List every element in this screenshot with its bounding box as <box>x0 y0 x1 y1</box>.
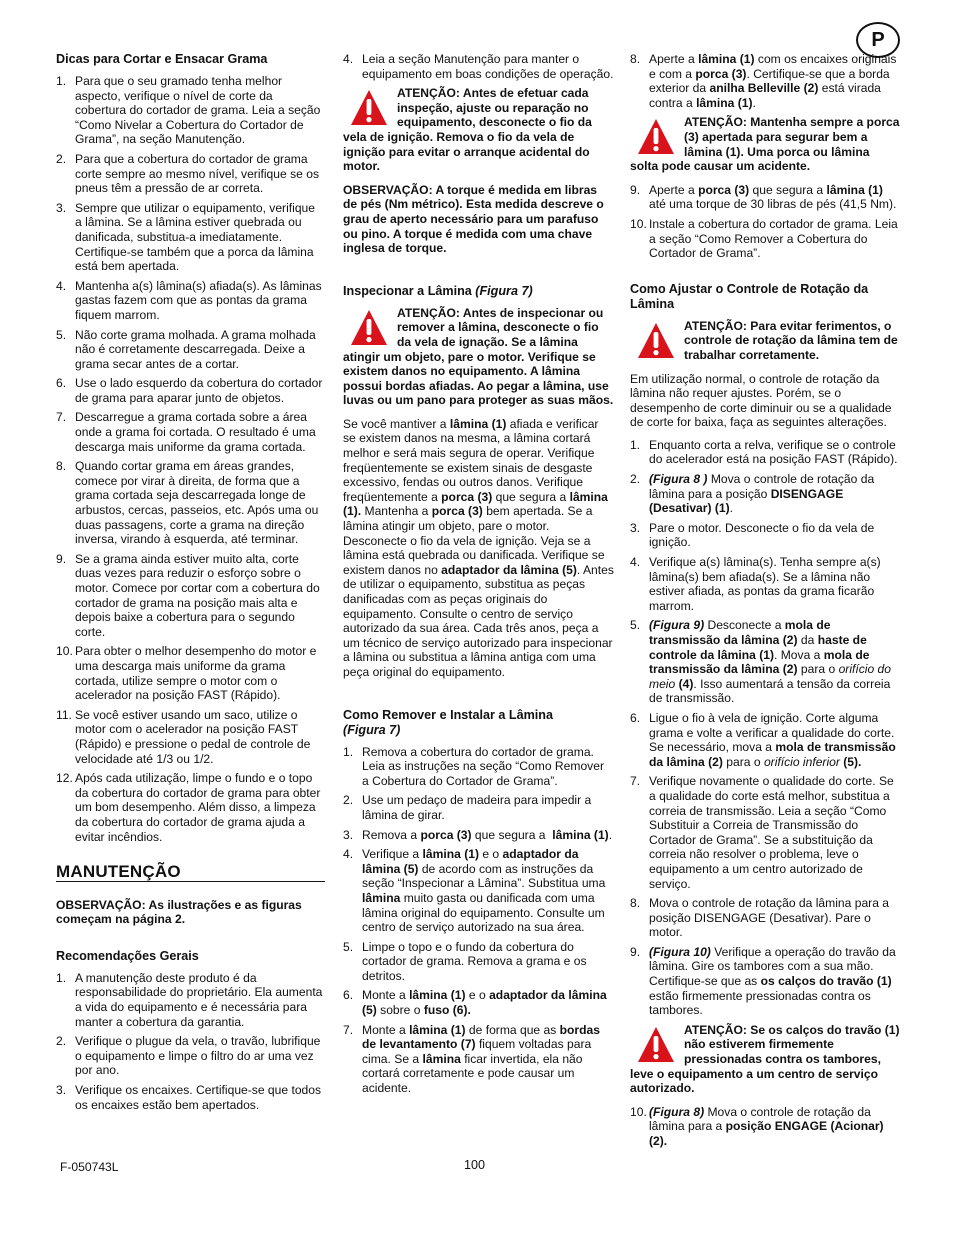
list-item: 8. Aperte a lâmina (1) com os encaixes originais e com a porca (3). Certifique-se que a borda exterior da anilha Belleville (2) está virada contra a lâmina (1). <box>630 52 897 110</box>
list-item: 7. Monte a lâmina (1) de forma que as bordas de levantamento (7) fiquem voltadas para cima. Se a lâmina ficar invertida, ela não cortará corretamente e pode causar um acidente. <box>343 1022 600 1096</box>
list-item: 3. Verifique os encaixes. Certifique-se que todos os encaixes estão bem apertados. <box>56 1083 322 1112</box>
column-3 <box>630 52 900 1154</box>
list-item: 1. Para que o seu gramado tenha melhor aspecto, verifique o nível de corte da cobertura do cortador de grama. Leia a seção “Como Nivelar a Cobertura do Cortador de Grama”, na seção Manutenção. <box>56 74 321 147</box>
list-item: 2. Verifique o plugue da vela, o travão, lubrifique o equipamento e limpe o filtro do ar uma vez por ano. <box>56 1034 321 1078</box>
list-item: 8. Quando cortar grama em áreas grandes, comece por virar à direita, de forma que a grama cortada seja descarregada longe de arbustos, cercas, passeios, etc. Após uma ou duas passagens, corte a grama na direção inversa, virando à esquerda, até terminar. <box>56 459 319 547</box>
warning-block: ATENÇÃO: Antes de efetuar cada inspeção, ajuste ou reparação no equipamento, desconecte o fio da vela de ignição. Remova o fio da vela de ignição para evitar o arranque acidental do motor. <box>343 86 592 174</box>
warning-block: ATENÇÃO: Para evitar ferimentos, o controle de rotação da lâmina tem de trabalhar corretamente. <box>630 319 900 363</box>
maintenance-note: OBSERVAÇÃO: As ilustrações e as figuras começam na página 2. <box>56 897 302 927</box>
warning-block: ATENÇÃO: Mantenha sempre a porca (3) apertada para segurar bem a lâmina (1). Uma porca ou lâmina solta pode causar um acidente. <box>630 115 900 174</box>
list-item: 4. Leia a seção Manutenção para manter o equipamento em boas condições de operação. <box>343 52 614 81</box>
list-item: 3. Pare o motor. Desconecte o fio da vela de ignição. <box>630 520 875 550</box>
list-item: 6. Use o lado esquerdo da cobertura do cortador de grama para aparar junto de objetos. <box>56 376 323 405</box>
warning-block: ATENÇÃO: Antes de inspecionar ou remover a lâmina, desconecte o fio da vela de ignação. Se a lâmina atingir um objeto, pare o motor. Verifique se existem danos no equipamento. A lâmina possui bordas afiadas. Ao pegar a lâmina, use luvas ou um pano para proteger as suas mãos. <box>343 305 614 408</box>
heading-maintenance: MANUTENÇÃO <box>56 865 325 882</box>
list-item: 11. Se você estiver usando um saco, utilize o motor com o acelerador na posição FAST (Rápido) e pressione o pedal de controle de velocidade até 1/3 ou 1/2. <box>56 707 311 766</box>
heading-adjust-blade-control: Como Ajustar o Controle de Rotação da Lâmina <box>630 281 869 311</box>
warning-icon <box>636 1025 676 1065</box>
adjust-intro: Em utilização normal, o controle de rotação da lâmina não requer ajustes. Porém, se o desempenho de corte diminuir ou se a qualidade de corte for baixa, faça as seguintes alterações. <box>630 371 892 430</box>
tips-list <box>56 74 325 844</box>
list-item: 4. Verifique a(s) lâmina(s). Tenha sempre a(s) lâmina(s) bem afiada(s). Se a lâmina não estiver afiada, as pontas da grama ficarão marrom. <box>630 555 881 613</box>
warning-icon <box>349 88 389 128</box>
list-item: 9. (Figura 10) Verifique a operação do travão da lâmina. Gire os tambores com a sua mão. Certifique-se que as os calços do travão (1) estão firmemente pressionadas contra os tambores. <box>630 944 896 1018</box>
general-list <box>56 971 325 1112</box>
list-item: 8. Mova o controle de rotação da lâmina para a posição DISENGAGE (Desativar). Pare o motor. <box>630 896 890 940</box>
list-item: 5. Limpe o topo e o fundo da cobertura do cortador de grama. Remova a grama e os detritos. <box>343 939 587 983</box>
list-item: 9. Aperte a porca (3) que segura a lâmina (1) até uma torque de 30 libras de pés (41,5 Nm). <box>630 182 897 212</box>
list-item: 9. Se a grama ainda estiver muito alta, corte duas vezes para reduzir o esforço sobre o motor. Comece por cortar com a cobertura do cortador de grama na posição mais alta e depois baixe a cobertura para o segundo corte. <box>56 551 320 639</box>
warning-block: ATENÇÃO: Se os calços do travão (1) não estiverem firmemente pressionadas contra os tambores, leve o equipamento a um centro de serviço autorizado. <box>630 1022 900 1096</box>
column-2 <box>343 52 614 1101</box>
inspect-paragraph: Se você mantiver a lâmina (1) afiada e verificar se existem danos na mesma, a lâmina cortará melhor e será mais segura de operar. Verifique freqüentemente se existem sinais de desgaste excessivo, fendas ou outros danos. Verifique freqüentemente a porca (3) que segura a lâmina (1). Mantenha a porca (3) bem apertada. Se a lâmina atingir um objeto, pare o motor. Desconecte o fio da vela de ignição. Veja se a lâmina está quebrada ou danificada. Verifique se existem danos no adaptador da lâmina (5). Antes de utilizar o equipamento, substitua as peças danificadas com as peças originais do equipamento. Consulte o centro de serviço autorizado da sua área. Cada três anos, peça a um técnico de serviço autorizado para inspecionar a lâmina ou substitua a lâmina antiga com uma peça original do equipamento. <box>343 416 614 679</box>
list-item: 6. Ligue o fio à vela de ignição. Corte alguma grama e volte a verificar a qualidade do corte. Se necessário, mova a mola de transmissão da lâmina (2) para o orifício inferior (5). <box>630 710 896 769</box>
list-item: 1. A manutenção deste produto é da responsabilidade do proprietário. Ela aumenta a vida do equipamento e é necessária para manter a cobertura da garantia. <box>56 970 323 1029</box>
heading-general-recommendations: Recomendações Gerais <box>56 948 199 963</box>
list-item: 7. Verifique novamente o qualidade do corte. Se a qualidade do corte está melhor, substitua a correia de transmissão. Leia a seção “Como Substituir a Correia de Transmissão do Cortador de Grama”. Se a substituição da correia não resolver o problema, leve o equipamento a um centro autorizado de serviço. <box>630 774 894 891</box>
torque-note: OBSERVAÇÃO: A torque é medida em libras de pés (Nm métrico). Esta medida descreve o grau de aperto necessário para um parafuso ou pino. A torque é medida com uma chave inglesa de torque. <box>343 182 604 256</box>
list-item: 5. (Figura 9) Desconecte a mola de transmissão da lâmina (2) da haste de controle da lâmina (1). Mova a mola de transmissão da lâmina (2) para o orifício do meio (4). Isso aumentará a tensão da correia de transmissão. <box>630 618 891 706</box>
list-item: 1. Remova a cobertura do cortador de grama. Leia as instruções na seção “Como Remover a Cobertura do Cortador de Grama”. <box>343 744 604 788</box>
page-number: 100 <box>464 1158 486 1172</box>
language-badge: P <box>856 22 900 58</box>
list-item: 6. Monte a lâmina (1) e o adaptador da lâmina (5) sobre o fuso (6). <box>343 988 607 1018</box>
list-item: 10. Para obter o melhor desempenho do motor e uma descarga mais uniforme da grama cortada, utilize sempre o motor com o acelerador na posição FAST (Rápido). <box>56 644 317 703</box>
document-code: F-050743L <box>60 1160 119 1174</box>
list-item: 3. Sempre que utilizar o equipamento, verifique a lâmina. Se a lâmina estiver quebrada ou danificada, substitua-a imediatamente. Certifique-se também que a porca da lâmina está bem apertada. <box>56 200 315 274</box>
list-item: 4. Verifique a lâmina (1) e o adaptador da lâmina (5) de acordo com as instruções da seção “Inspecionar a Lâmina”. Substitua uma lâmina muito gasta ou danificada com uma lâmina original do equipamento. Consulte um centro de serviço autorizado na sua área. <box>343 847 606 935</box>
list-item: 3. Remova a porca (3) que segura a lâmina (1). <box>343 827 613 842</box>
list-item: 1. Enquanto corta a relva, verifique se o controle do acelerador está na posição FAST (Rápido). <box>630 437 898 467</box>
heading-mowing-tips: Dicas para Cortar e Ensacar Grama <box>56 52 268 66</box>
list-item: 12. Após cada utilização, limpe o fundo e o topo da cobertura do cortador de grama para obter um bom desempenho. Além disso, a limpeza da cobertura do cortador de grama ajuda a evitar incêndios. <box>56 771 321 844</box>
list-item: 2. Para que a cobertura do cortador de grama corte sempre ao mesmo nível, verifique se os pneus têm a pressão de ar correta. <box>56 151 319 196</box>
warning-icon <box>349 308 389 348</box>
list-item: 2. Use um pedaço de madeira para impedir a lâmina de girar. <box>343 793 592 822</box>
heading-inspect-blade: Inspecionar a Lâmina (Figura 7) <box>343 283 533 298</box>
list-item: 4. Mantenha a(s) lâmina(s) afiada(s). As lâminas gastas fazem com que as pontas da grama fiquem marrom. <box>56 278 322 322</box>
list-item: 7. Descarregue a grama cortada sobre a área onde a grama foi cortada. O resultado é uma descarga mais uniforme da grama cortada. <box>56 410 316 454</box>
heading-remove-blade: Como Remover e Instalar a Lâmina (Figura 7) <box>343 707 553 737</box>
warning-icon <box>636 117 676 157</box>
list-item: 10. Instale a cobertura do cortador de grama. Leia a seção “Como Remover a Cobertura do Cortador de Grama”. <box>630 216 898 261</box>
list-item: 2. (Figura 8 ) Mova o controle de rotação da lâmina para a posição DISENGAGE (Desativar) (1). <box>630 472 875 516</box>
warning-icon <box>636 321 676 361</box>
column-1 <box>56 52 325 1117</box>
list-item: 10. (Figura 8) Mova o controle de rotação da lâmina para a posição ENGAGE (Acionar) (2). <box>630 1104 884 1148</box>
list-item: 5. Não corte grama molhada. A grama molhada não é corretamente descarregada. Deixe a grama secar antes de a cortar. <box>56 327 316 371</box>
